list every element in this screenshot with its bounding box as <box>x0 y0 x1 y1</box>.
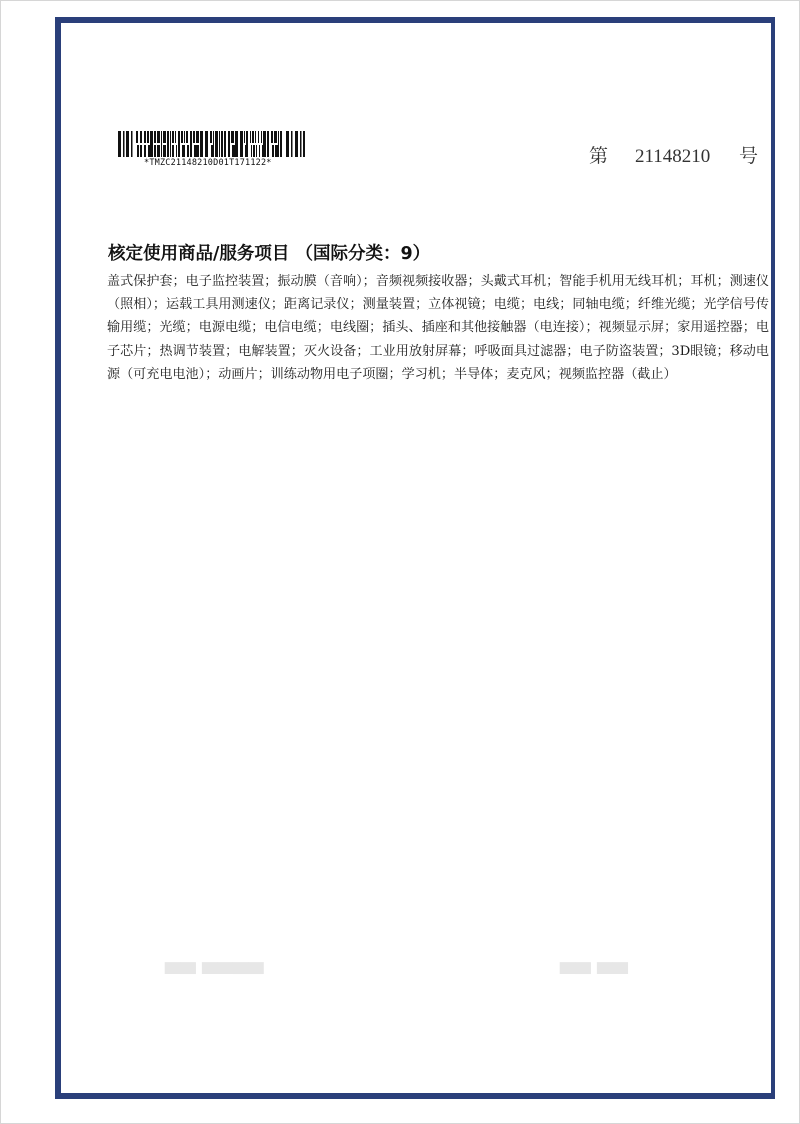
barcode-text: *TMZC21148210D01T171122* <box>144 158 272 168</box>
barcode-image <box>118 131 306 157</box>
section-title: 核定使用商品/服务项目 （国际分类：9） <box>108 244 431 264</box>
faint-background-mark-right: ▀▀ ▀▀ <box>560 962 628 986</box>
goods-services-list: 盖式保护套；电子监控装置；振动膜（音响）；音频视频接收器；头戴式耳机；智能手机用无线耳机；耳机；测速仪（照相）；运载工具用测速仪；距离记录仪；测量装置；立体视镜；电缆；电线；同轴电缆；纤维光缆；光学信号传输用缆；光缆；电源电缆；电信电缆；电线圈；插头、插座和其他接触器（电连接）；视频显示屏；家用遥控器；电子芯片；热调节装置；电解装置；灭火设备；工业用放射屏幕；呼吸面具过滤器；电子防盗装置；3D眼镜；移动电源（可充电电池）；动画片；训练动物用电子项圈；学习机；半导体；麦克风；视频监控器（截止） <box>107 274 769 382</box>
faint-background-mark-left: ▀▀ ▀▀▀▀ <box>165 962 264 986</box>
registration-prefix: 第 <box>589 145 609 167</box>
registration-number <box>589 141 769 168</box>
registration-number-value: 21148210 <box>635 146 711 167</box>
registration-suffix: 号 <box>739 145 759 167</box>
certificate-frame <box>55 17 775 1099</box>
barcode-block <box>118 131 310 168</box>
